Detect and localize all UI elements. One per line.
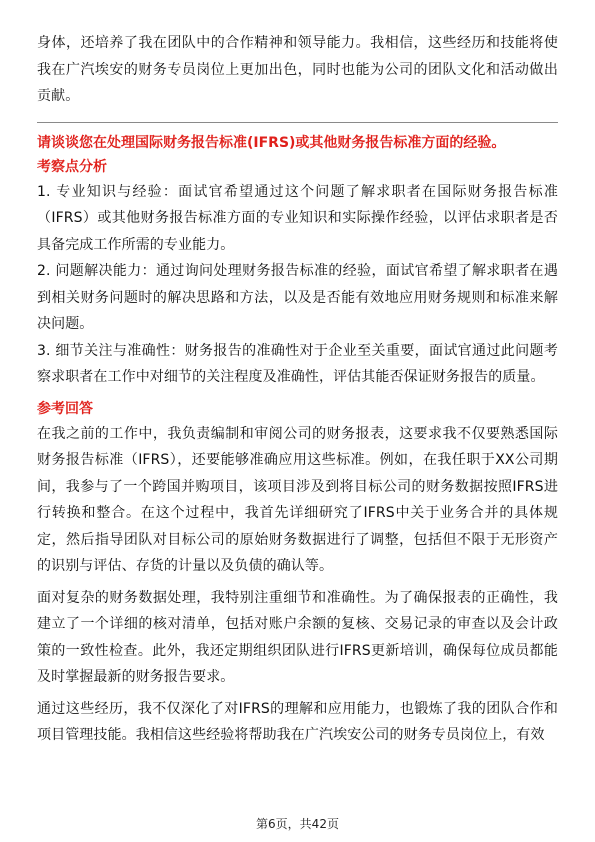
analysis-point: 2. 问题解决能力：通过询问处理财务报告标准的经验，面试官希望了解求职者在遇到相关财务问题时的解决思路和方法，以及是否能有效地应用财务规则和标准来解决问题。 (37, 263, 558, 332)
document-page (37, 30, 558, 749)
answer-paragraph: 通过这些经历，我不仅深化了对IFRS的理解和应用能力，也锻炼了我的团队合作和项目管理技能。我相信这些经验将帮助我在广汽埃安公司的财务专员岗位上，有效 (37, 700, 558, 743)
analysis-points (37, 179, 558, 391)
answer-paragraph: 在我之前的工作中，我负责编制和审阅公司的财务报表，这要求我不仅要熟悉国际财务报告标准（IFRS），还要能够准确应用这些标准。例如，在我任职于XX公司期间，我参与了一个跨国并购项目，该项目涉及到将目标公司的财务数据按照IFRS进行转换和整合。在这个过程中，我首先详细研究了IFRS中关于业务合并的具体规定，然后指导团队对目标公司的原始财务数据进行了调整，包括但不限于无形资产的识别与评估、存货的计量以及负债的确认等。 (37, 425, 558, 574)
interview-question: 请谈谈您在处理国际财务报告标准(IFRS)或其他财务报告标准方面的经验。 (37, 134, 506, 151)
analysis-point: 1. 专业知识与经验：面试官希望通过这个问题了解求职者在国际财务报告标准（IFRS）或其他财务报告标准方面的专业知识和实际操作经验，以评估求职者是否具备完成工作所需的专业能力。 (37, 183, 558, 253)
section-divider (37, 122, 558, 123)
answer-body (37, 421, 558, 749)
answer-title: 参考回答 (37, 400, 93, 417)
intro-continuation-paragraph: 身体，还培养了我在团队中的合作精神和领导能力。我相信，这些经历和技能将使我在广汽埃安的财务专员岗位上更加出色，同时也能为公司的团队文化和活动做出贡献。 (37, 35, 558, 104)
analysis-title: 考察点分析 (37, 158, 107, 175)
page-number-footer: 第6页，共42页 (256, 817, 339, 831)
answer-paragraph: 面对复杂的财务数据处理，我特别注重细节和准确性。为了确保报表的正确性，我建立了一个详细的核对清单，包括对账户余额的复核、交易记录的审查以及会计政策的一致性检查。此外，我还定期组织团队进行IFRS更新培训，确保每位成员都能及时掌握最新的财务报告要求。 (37, 589, 558, 685)
analysis-point: 3. 细节关注与准确性：财务报告的准确性对于企业至关重要，面试官通过此问题考察求职者在工作中对细节的关注程度及准确性，评估其能否保证财务报告的质量。 (37, 342, 558, 385)
